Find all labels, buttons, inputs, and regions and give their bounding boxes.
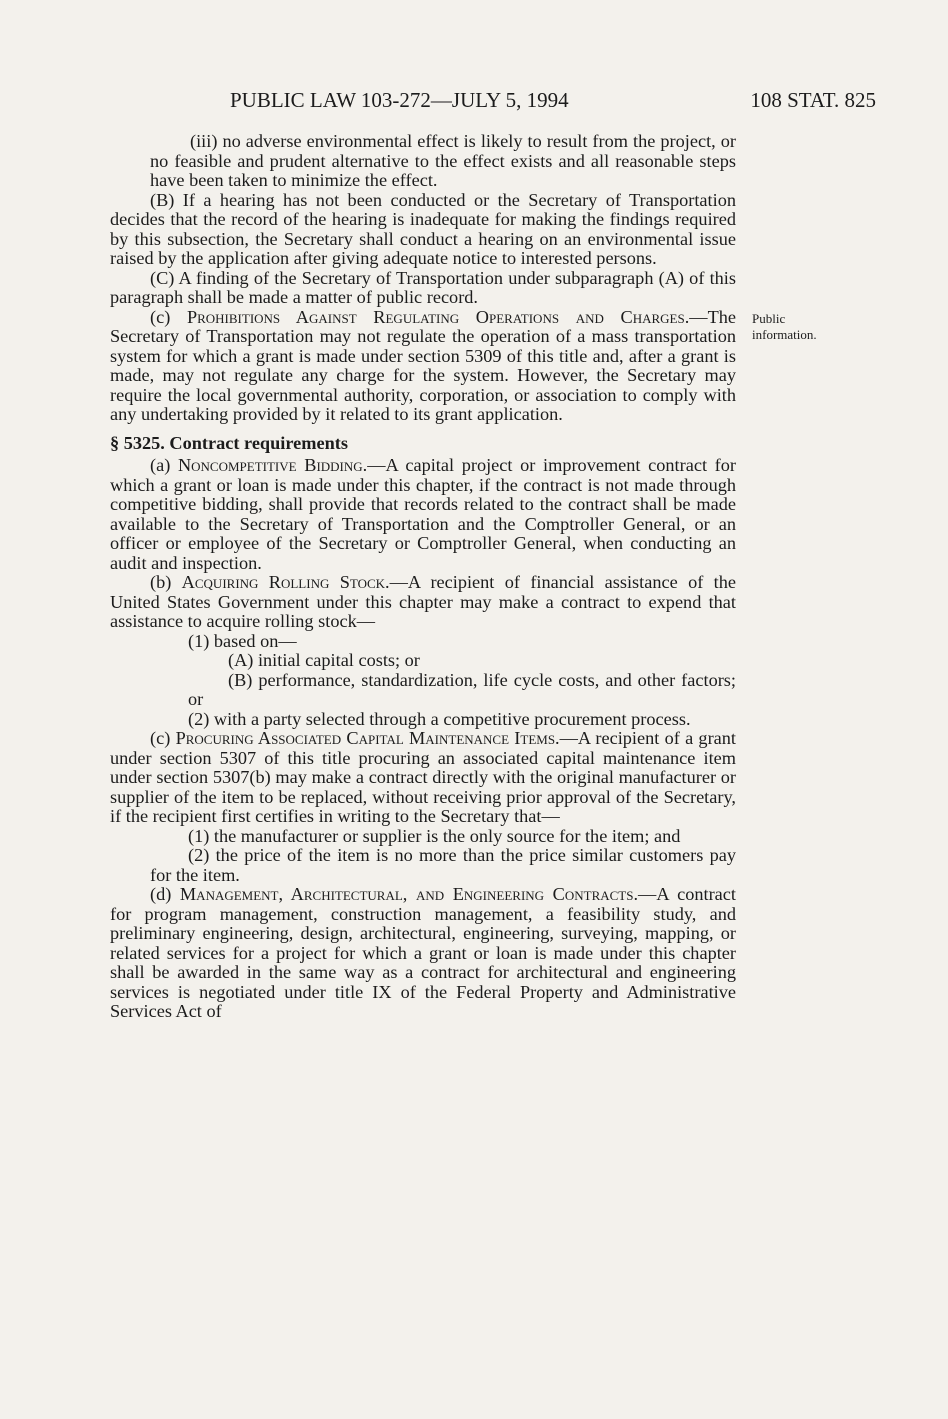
subsection-number: (d): [150, 884, 180, 904]
clause-iii: (iii) no adverse environmental effect is likely to result from the project, or no feasible and prudent alternative to the effect exists and all reasonable steps have been taken to minimize the effect.: [150, 131, 736, 190]
subsection-heading: Noncompetitive Bidding.: [177, 455, 368, 475]
subsection-body: —The Secretary of Transportation may not regulate the operation of a mass transportation system for which a grant is made under section 5309 of this title and, after a grant is made, may not regulate any charge for the system. However, the Secretary may require the local governmental authority, corporation, or association to comply with any undertaking provided by it related to its grant application.: [110, 306, 736, 424]
subsection-heading: Procuring Associated Capital Maintenance Items.: [175, 728, 560, 748]
subsection-heading: Acquiring Rolling Stock.: [181, 572, 390, 592]
section-heading: § 5325. Contract requirements: [110, 432, 348, 453]
subparagraph-B: (B) If a hearing has not been conducted or the Secretary of Transportation decides that the record of the hearing is inadequate for making the findings required by this subsection, the Secretary shall conduct a hearing on an environmental issue raised by the application after giving adequate notice to interested persons.: [110, 189, 736, 268]
subsection-heading: Management, Architectural, and Engineering Contracts.: [179, 884, 639, 904]
subsection-b: [110, 573, 736, 632]
paragraph-c1: (1) the manufacturer or supplier is the only source for the item; and: [188, 825, 681, 846]
subsection-d: [110, 885, 736, 1022]
subsection-a: [110, 456, 736, 573]
subparagraph-bB: (B) performance, standardization, life cycle costs, and other factors; or: [188, 669, 736, 709]
subsection-number: (b): [150, 572, 182, 592]
subparagraph-bA: (A) initial capital costs; or: [228, 650, 420, 670]
subsection-body: —A contract for program management, construction management, a feasibility study, and preliminary engineering, design, architectural, engineering, surveying, mapping, or related services for a project for which a grant or loan is made under this chapter shall be awarded in the same way as a contract for architectural and engineering services is negotiated under title IX of the Federal Property and Administrative Services Act of: [110, 884, 736, 1021]
running-header: [110, 88, 876, 118]
subsection-c-procuring: [110, 729, 736, 827]
subsection-heading: Prohibitions Against Regulating Operations and Charges.: [186, 306, 690, 327]
paragraph-b1: (1) based on—: [188, 630, 297, 651]
paragraph-b2: (2) with a party selected through a competitive procurement process.: [188, 708, 691, 729]
subsection-number: (a): [150, 455, 178, 475]
margin-note: [752, 311, 817, 343]
subsection-body: —A recipient of a grant under section 5307 of this title procuring an associated capital maintenance item under section 5307(b) may make a contract directly with the original manufacturer or supplier of the item to be replaced, without receiving prior approval of the Secretary, if the recipient first certifies in writing to the Secretary that—: [110, 728, 736, 826]
margin-note-line: Public: [752, 311, 786, 326]
subsection-number: (c): [150, 728, 176, 748]
subsection-body: —A recipient of financial assistance of the United States Government under this chapter may make a contract to expend that assistance to acquire rolling stock—: [110, 572, 737, 631]
header-title: PUBLIC LAW 103-272—JULY 5, 1994: [230, 88, 569, 112]
statute-page-number: 108 STAT. 825: [750, 88, 876, 112]
subparagraph-C: (C) A finding of the Secretary of Transportation under subparagraph (A) of this paragraph shall be made a matter of public record.: [110, 267, 736, 307]
subsection-body: —A capital project or improvement contract for which a grant or loan is made under this chapter, if the contract is not made through competitive bidding, shall provide that records related to the contract shall be made available to the Secretary of Transportation and the Comptroller General, or an officer or employee of the Secretary or Comptroller General, when conducting an audit and inspection.: [110, 455, 737, 573]
subsection-c-prohibitions: [110, 308, 736, 425]
margin-note-line: information.: [752, 327, 817, 342]
paragraph-c2: (2) the price of the item is no more than the price similar customers pay for the item.: [150, 845, 736, 885]
body-text: [110, 132, 736, 1022]
subsection-number: (c): [150, 306, 187, 327]
